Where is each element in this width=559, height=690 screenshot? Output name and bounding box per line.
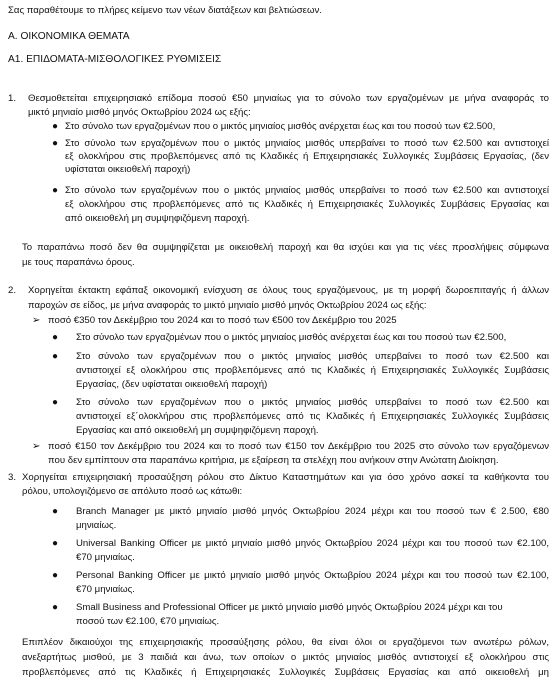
item1-bullet1-line1: Στο σύνολο των εργαζομένων που ο μικτός μηνιαίος μισθός ανέρχεται έως και του ποσού των €2.500, <box>65 121 496 132</box>
bullet-icon: ● <box>52 121 59 132</box>
item3-note-line2: ανεξαρτήτως μισθού, με 3 παιδιά και άνω, των οποίων ο μικτός μηνιαίος μισθός αντιστοιχεί εξ ολοκλήρου στις <box>22 652 549 663</box>
item3-note-line3: προβλεπόμενες από τις Κλαδικές ή Επιχειρησιακές Συλλογικές Συμβάσεις Εργασίας και από οικειοθελή μη <box>22 667 549 678</box>
bullet-icon: ● <box>52 506 59 517</box>
item2-arrow1-text: ποσό €350 τον Δεκέμβριο του 2024 και το ποσό των €500 τον Δεκέμβριο του 2025 <box>48 315 397 326</box>
item3-bullet1-line2: μηνιαίως. <box>76 520 117 531</box>
item1-note-line1: Το παραπάνω ποσό δεν θα συμψηφίζεται με οικειοθελή παροχή και θα ισχύει και για τις νέες προσλήψεις σύμφωνα <box>22 242 549 253</box>
item1-line-1: Θεσμοθετείται επιχειρησιακό επίδομα ποσού €50 μηνιαίως για το σύνολο των εργαζομένων με μήνα αναφοράς το <box>28 93 549 104</box>
item2-bullet3-line2: αντιστοιχεί εξ΄ολοκλήρου στις προβλεπόμενες από τις Κλαδικές ή Επιχειρησιακές Συλλογικές Συμβάσεις <box>76 411 549 422</box>
item2-arrow2-line2: που δεν εμπίπτουν στα παραπάνω κριτήρια, με εξαίρεση τα στελέχη που ανήκουν στην Ανώτατη Διοίκηση. <box>48 455 499 466</box>
item3-number: 3. <box>8 472 17 483</box>
item3-line-1: Χορηγείται επιχειρησιακή προσαύξηση ρόλου στο Δίκτυο Καταστημάτων και για όσο χρόνο ασκεί τα καθήκοντα του <box>22 472 549 483</box>
bullet-icon: ● <box>52 185 59 196</box>
item2-bullet2-line2: αντιστοιχεί εξ ολοκλήρου στις προβλεπόμενες από τις Κλαδικές ή Επιχειρησιακές Συλλογικές Συμβάσεις <box>76 365 549 376</box>
item1-bullet2-line1: Στο σύνολο των εργαζομένων που ο μικτός μηνιαίος μισθός υπερβαίνει το ποσό των €2.500 και αντιστοιχεί <box>65 138 549 149</box>
item2-bullet3-line3: Εργασίας και από οικειοθελή μη συμψηφιζόμενη παροχή. <box>76 425 319 436</box>
item3-bullet4-line2: ποσού των €2.100, €70 μηνιαίως. <box>76 616 220 627</box>
item1-bullet3-line2: εξ ολοκλήρου στις προβλεπόμενες από τις Κλαδικές ή Επιχειρησιακές Συλλογικές Συμβάσεις Εργασίας και <box>65 199 549 210</box>
bullet-icon: ● <box>52 397 59 408</box>
item3-note-line1: Επιπλέον δικαιούχοι της επιχειρησιακής προσαύξησης ρόλου, θα είναι όλοι οι εργαζόμενοι των ανωτέρω ρόλων, <box>22 637 549 648</box>
bullet-icon: ● <box>52 538 59 549</box>
item1-line-2: μικτό μηνιαίο μισθό μηνός Οκτωβρίου 2024 ως εξής: <box>28 107 251 118</box>
item2-line-2: παροχών σε είδος, με μήνα αναφοράς το μικτό μηνιαίο μισθό μηνός Οκτωβρίου 2024 ως εξής: <box>28 300 427 311</box>
bullet-icon: ● <box>52 570 59 581</box>
bullet-icon: ● <box>52 602 59 613</box>
item2-line-1: Χορηγείται έκτακτη εφάπαξ οικονομική ενίσχυση σε όλους τους εργαζόμενους, με τη μορφή δωροεπιταγής ή άλλων <box>28 285 549 296</box>
arrow-bullet-icon: ➢ <box>32 315 41 326</box>
item1-number: 1. <box>8 93 17 104</box>
item3-bullet3-line2: €70 μηνιαίως. <box>76 584 135 595</box>
item3-bullet3-line1: Personal Banking Officer με μικτό μηνιαίο μισθό μηνός Οκτωβρίου 2024 μέχρι και του ποσού των €2.100, <box>76 570 549 581</box>
item1-bullet2-line2: εξ ολοκλήρου στις προβλεπόμενες από τις Κλαδικές ή Επιχειρησιακές Συλλογικές Συμβάσεις Εργασίας, (δεν <box>65 151 549 162</box>
item1-bullet2-line3: υφίσταται οικειοθελή παροχή) <box>65 164 191 175</box>
section-a1-heading: Α1. ΕΠΙΔΟΜΑΤΑ-ΜΙΣΘΟΛΟΓΙΚΕΣ ΡΥΘΜΙΣΕΙΣ <box>8 54 222 65</box>
bullet-icon: ● <box>52 351 59 362</box>
arrow-bullet-icon: ➢ <box>32 441 41 452</box>
item3-bullet4-line1: Small Business and Professional Officer με μικτό μηνιαίο μισθό μηνός Οκτωβρίου 2024 μέχρι και του <box>76 602 503 613</box>
item2-bullet3-line1: Στο σύνολο των εργαζομένων που ο μικτός μηνιαίος μισθός υπερβαίνει το ποσό των €2.500 και <box>76 397 549 408</box>
item3-bullet1-line1: Branch Manager με μικτό μηνιαίο μισθό μηνός Οκτωβρίου 2024 μέχρι και του ποσού των € 2.500, €80 <box>76 506 549 517</box>
item1-note-line2: με τους παραπάνω όρους. <box>22 257 135 268</box>
intro-text: Σας παραθέτουμε το πλήρες κείμενο των νέων διατάξεων και βελτιώσεων. <box>8 5 322 16</box>
item2-bullet1-line1: Στο σύνολο των εργαζομένων που ο μικτός μηνιαίος μισθός ανέρχεται έως και του ποσού των €2.500, <box>76 332 507 343</box>
section-a-heading: Α. ΟΙΚΟΝΟΜΙΚΑ ΘΕΜΑΤΑ <box>8 31 130 42</box>
bullet-icon: ● <box>52 332 59 343</box>
item1-bullet3-line3: από οικειοθελή μη συμψηφιζόμενη παροχή. <box>65 213 250 224</box>
item2-bullet2-line1: Στο σύνολο των εργαζομένων που ο μικτός μηνιαίος μισθός υπερβαίνει το ποσό των €2.500 και <box>76 351 549 362</box>
item2-number: 2. <box>8 285 17 296</box>
item2-bullet2-line3: Εργασίας, (δεν υφίσταται οικειοθελή παροχή) <box>76 379 268 390</box>
item3-bullet2-line1: Universal Banking Officer με μικτό μηνιαίο μισθό μηνός Οκτωβρίου 2024 μέχρι και του ποσού των €2.100, <box>76 538 549 549</box>
bullet-icon: ● <box>52 138 59 149</box>
item3-line-2: ρόλου, υπολογιζόμενο σε απόλυτο ποσό ως κάτωθι: <box>22 486 243 497</box>
item3-bullet2-line2: €70 μηνιαίως. <box>76 552 135 563</box>
item2-arrow2-line1: ποσό €150 τον Δεκέμβριο του 2024 και το ποσό των €150 τον Δεκέμβριο του 2025 στο σύνολο των εργαζόμενων <box>48 441 549 452</box>
item1-bullet3-line1: Στο σύνολο των εργαζομένων που ο μικτός μηνιαίος μισθός υπερβαίνει το ποσό των €2.500 και αντιστοιχεί <box>65 185 549 196</box>
